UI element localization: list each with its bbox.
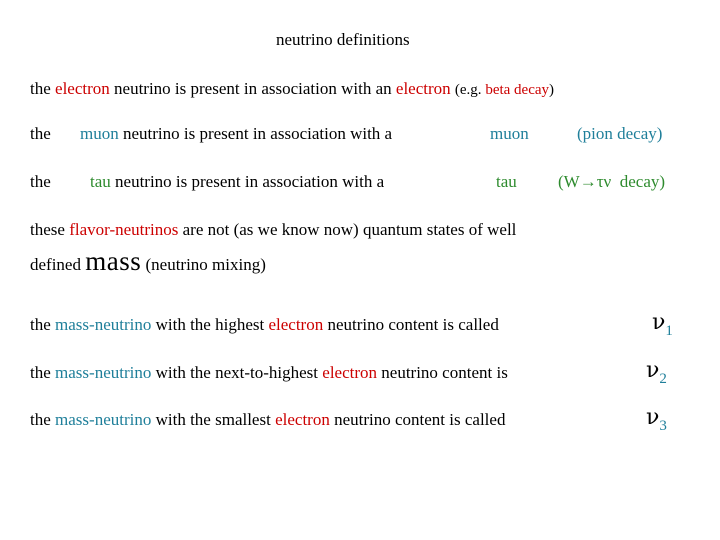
pion-decay: (pion decay) [577, 124, 663, 143]
tau-the: the [30, 172, 51, 191]
nu-symbol: ν [646, 405, 660, 430]
nu-symbol: ν [646, 358, 660, 383]
line-text: with the next-to-highest [155, 363, 319, 382]
muon-neutrino-line [80, 124, 392, 144]
nu-index: 3 [659, 418, 667, 434]
mass-line-3 [30, 410, 505, 430]
page-title: neutrino definitions [276, 30, 410, 49]
flavor-line-1 [30, 220, 516, 240]
beta-decay: beta decay [485, 82, 550, 98]
nu-index: 1 [665, 323, 673, 339]
line-text: neutrino is present in association with a [115, 172, 385, 191]
neutrino-mixing: (neutrino mixing) [145, 255, 266, 274]
line-text: neutrino content is [381, 363, 508, 382]
word-the: the [30, 363, 51, 382]
electron-neutrino-line [30, 79, 554, 100]
word-electron: electron [275, 410, 330, 429]
word-the: the [30, 315, 51, 334]
line-text: neutrino content is called [334, 410, 506, 429]
word-electron: electron [268, 315, 324, 334]
muon-the: the [30, 124, 51, 143]
flavor-neutrinos: flavor-neutrinos [69, 220, 179, 239]
word-muon-2: muon [490, 124, 529, 143]
word-these: these [30, 220, 65, 239]
line-text: neutrino content is called [327, 315, 499, 334]
word-electron: electron [322, 363, 378, 382]
line-text: neutrino is present in association with an [114, 79, 392, 98]
line-text: with the highest [155, 315, 265, 334]
word-the: the [30, 410, 51, 429]
word-mass-neutrino: mass-neutrino [55, 363, 152, 382]
word-mass-neutrino: mass-neutrino [55, 410, 152, 429]
line-text: with the smallest [155, 410, 271, 429]
w-decay: (W→τν decay) [558, 172, 666, 191]
flavor-line-2 [30, 246, 266, 280]
mass-line-2 [30, 363, 508, 383]
nu-index: 2 [659, 371, 667, 387]
paren-open: (e.g. [454, 82, 486, 98]
word-tau: tau [90, 172, 111, 191]
paren-close: ) [549, 82, 555, 98]
mass-line-1 [30, 315, 499, 335]
tau-neutrino-line [90, 172, 384, 192]
word-tau-2: tau [496, 172, 517, 191]
word-electron: electron [55, 79, 110, 98]
word-the: the [30, 79, 51, 98]
word-mass-neutrino: mass-neutrino [55, 315, 152, 334]
nu-2-symbol [646, 358, 667, 389]
word-electron-2: electron [395, 79, 451, 98]
nu-3-symbol [646, 405, 667, 436]
word-mass: mass [85, 246, 142, 276]
line-text: neutrino is present in association with a [122, 124, 393, 143]
nu-symbol: ν [652, 310, 666, 335]
word-defined: defined [30, 255, 81, 274]
flavor-text: are not (as we know now) quantum states of well [182, 220, 517, 239]
word-muon: muon [80, 124, 119, 143]
nu-1-symbol [652, 310, 673, 341]
